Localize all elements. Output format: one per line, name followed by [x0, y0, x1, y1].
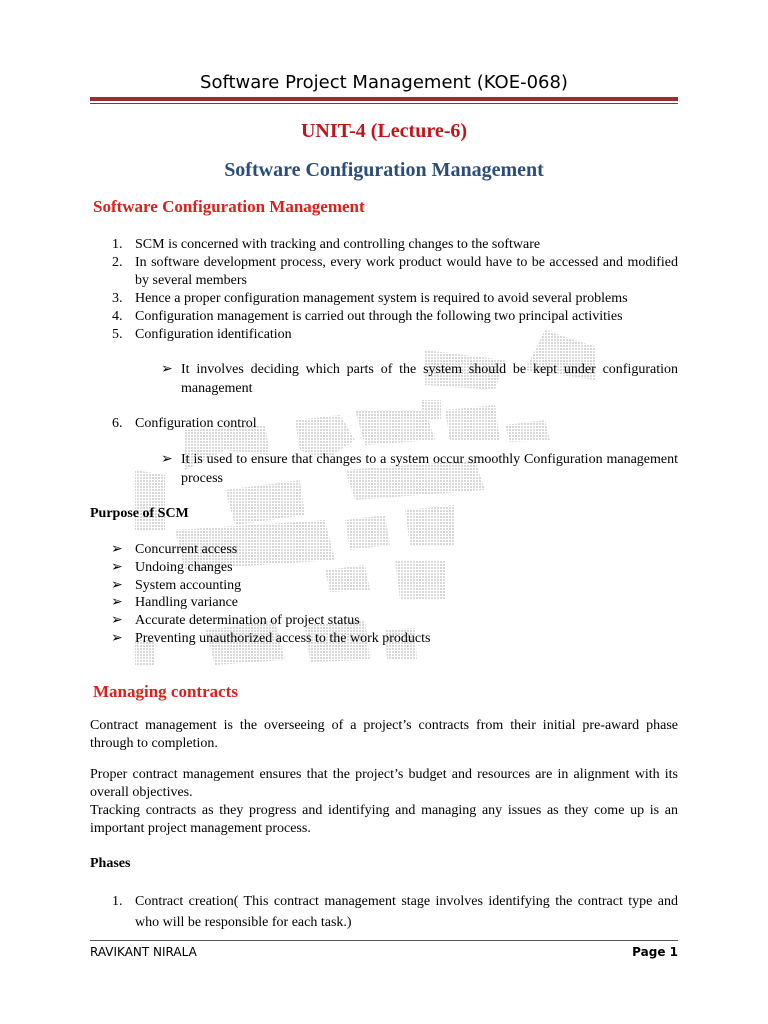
unit-title: UNIT-4 (Lecture-6) [300, 120, 468, 142]
arrow-bullet-icon: ➢ [111, 577, 123, 593]
scm-list [90, 236, 678, 344]
list-item: ➢ Handling variance [111, 595, 239, 611]
list-item: 3. Hence a proper configuration management system is required to avoid several problems [112, 291, 628, 306]
document-header-title: Software Project Management (KOE-068) [200, 72, 568, 93]
list-item: ➢ System accounting [111, 577, 242, 593]
arrow-bullet-icon: ➢ [161, 362, 173, 377]
list-item: 1. Contract creation( This contract management stage involves identifying the contract type and who will be responsible for each task.) [112, 894, 678, 930]
footer-author: RAVIKANT NIRALA [90, 945, 197, 959]
arrow-bullet-icon: ➢ [111, 613, 123, 629]
list-item: ➢ Preventing unauthorized access to the work products [111, 630, 431, 646]
list-item: 6. Configuration control [112, 416, 257, 431]
arrow-bullet-icon: ➢ [111, 559, 123, 575]
list-item: 5. Configuration identification [112, 327, 292, 342]
list-item: 1. SCM is concerned with tracking and controlling changes to the software [112, 237, 541, 252]
purpose-list [111, 541, 671, 648]
header-rule-thick [90, 97, 678, 101]
phases-list [90, 891, 678, 933]
arrow-bullet-icon: ➢ [111, 542, 123, 557]
contracts-paragraph-2: Proper contract management ensures that the project’s budget and resources are in alignment with its overall objectives. [90, 767, 678, 800]
identification-note: ➢ It involves deciding which parts of the system should be kept under configuration management [161, 362, 678, 396]
list-item: ➢ Undoing changes [111, 559, 233, 575]
page-title: Software Configuration Management [224, 159, 544, 181]
arrow-bullet-icon: ➢ [161, 452, 173, 467]
list-item: 4. Configuration management is carried out through the following two principal activities [112, 309, 623, 324]
footer-rule [90, 940, 678, 941]
header-rule-thin [90, 103, 678, 104]
section-heading-scm: Software Configuration Management [93, 197, 365, 216]
contracts-paragraph-1: Contract management is the overseeing of a project’s contracts from their initial pre-award phase through to completion. [90, 718, 678, 751]
section-heading-contracts: Managing contracts [93, 682, 238, 701]
purpose-heading: Purpose of SCM [90, 506, 189, 521]
control-note: ➢ It is used to ensure that changes to a system occur smoothly Configuration management process [161, 452, 678, 486]
arrow-bullet-icon: ➢ [111, 595, 123, 611]
arrow-bullet-icon: ➢ [111, 630, 123, 646]
contracts-paragraph-3: Tracking contracts as they progress and identifying and managing any issues as they come up is an important project management process. [90, 803, 678, 836]
footer-page-number: Page 1 [632, 945, 678, 959]
phases-heading: Phases [90, 856, 131, 871]
list-item: ➢ Concurrent access [111, 542, 238, 557]
scm-list-continued [90, 415, 678, 433]
list-item: 2. In software development process, every work product would have to be accessed and modified by several members [112, 255, 678, 288]
list-item: ➢ Accurate determination of project status [111, 613, 360, 629]
